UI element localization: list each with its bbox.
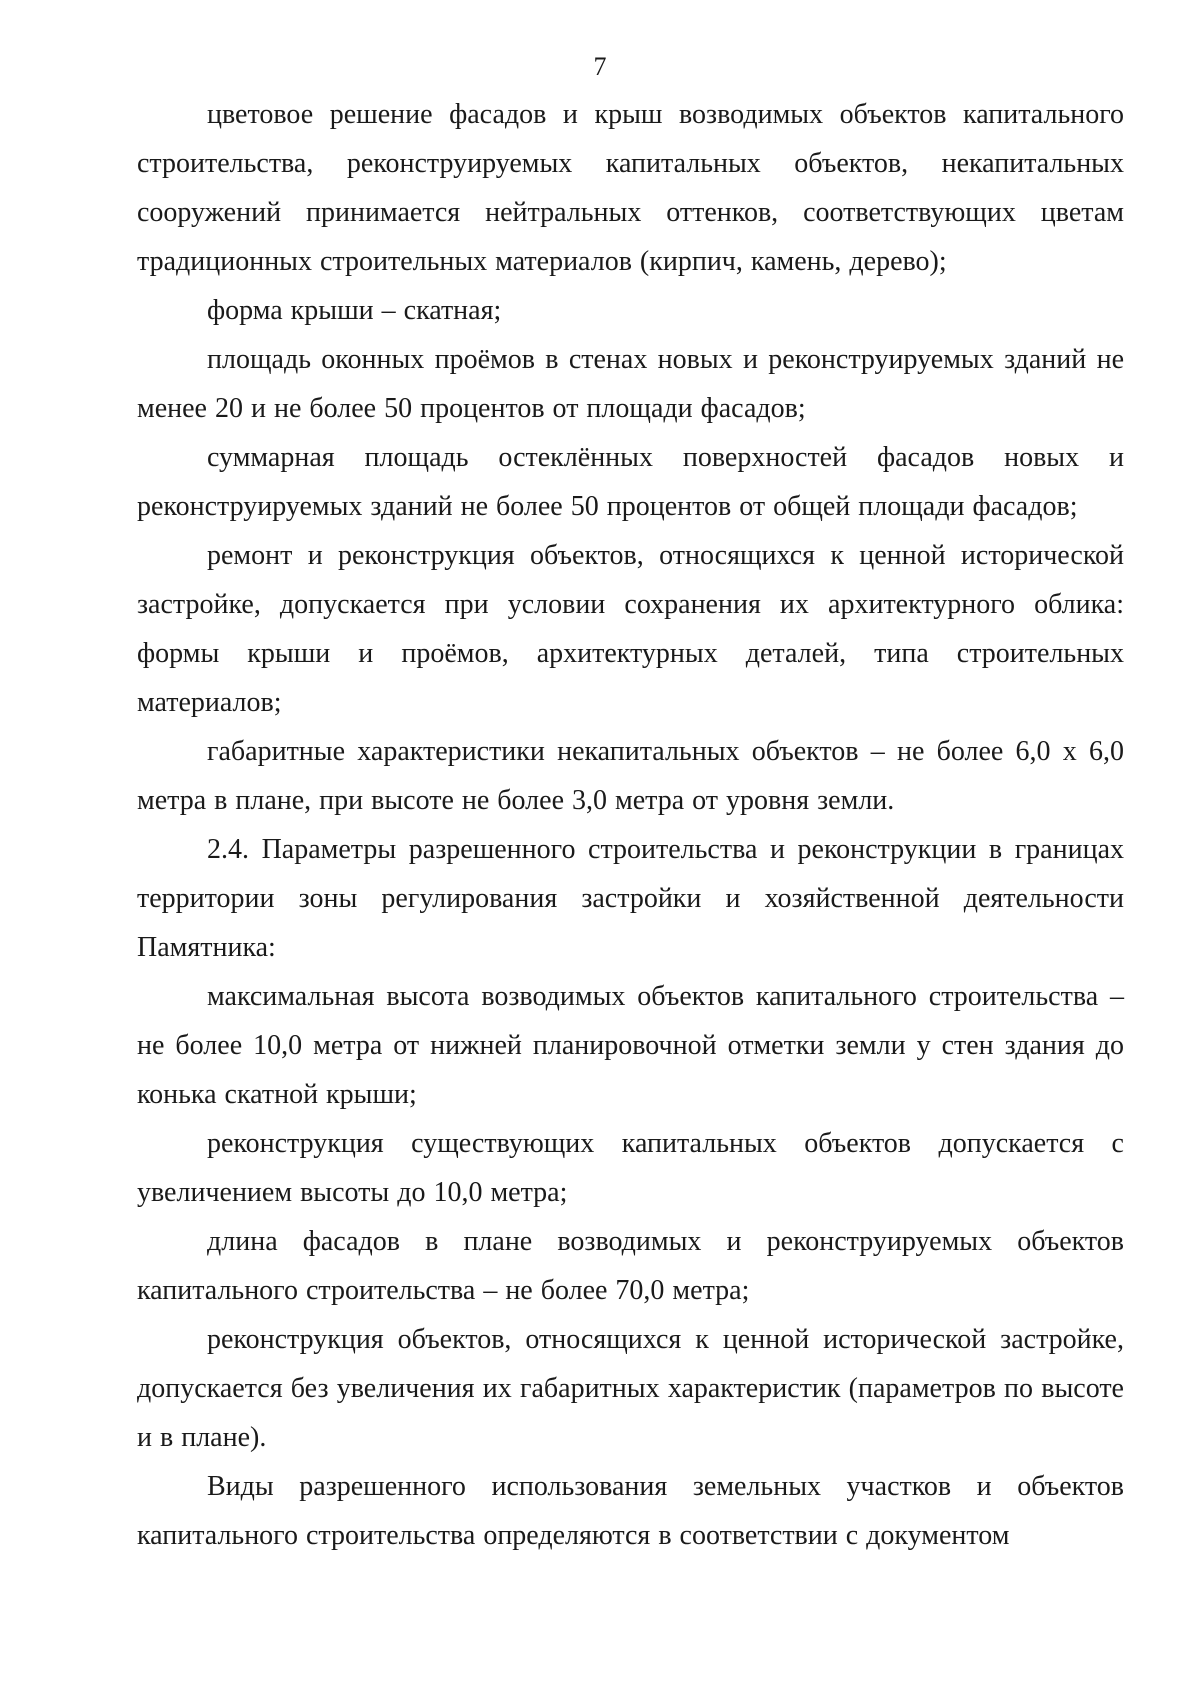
paragraph-glazing-area: суммарная площадь остеклённых поверхностей фасадов новых и реконструируемых зданий не более 50 процентов от общей площади фасадов; [137,442,1124,522]
paragraph-historic-repair: ремонт и реконструкция объектов, относящихся к ценной исторической застройке, допускается при условии сохранения их архитектурного облика: формы крыши и проёмов, архитектурных деталей, типа строительных материалов; [137,540,1124,718]
paragraph-section-2-4: 2.4. Параметры разрешенного строительства и реконструкции в границах территории зоны регулирования застройки и хозяйственной деятельности Памятника: [137,834,1124,963]
paragraph-roof-shape: форма крыши – скатная; [207,295,502,326]
paragraph-non-capital-dimensions: габаритные характеристики некапитальных объектов – не более 6,0 х 6,0 метра в плане, при высоте не более 3,0 метра от уровня земли. [137,736,1124,816]
paragraph-permitted-use: Виды разрешенного использования земельных участков и объектов капитального строительства определяются в соответствии с документом [137,1471,1124,1551]
paragraph-max-height: максимальная высота возводимых объектов капитального строительства – не более 10,0 метра от нижней планировочной отметки земли у стен здания до конька скатной крыши; [137,981,1124,1110]
paragraph-historic-reconstruction: реконструкция объектов, относящихся к ценной исторической застройке, допускается без увеличения их габаритных характеристик (параметров по высоте и в плане). [137,1324,1124,1453]
paragraph-facade-length: длина фасадов в плане возводимых и реконструируемых объектов капитального строительства – не более 70,0 метра; [137,1226,1124,1306]
paragraph-reconstruction-height: реконструкция существующих капитальных объектов допускается с увеличением высоты до 10,0 метра; [137,1128,1124,1208]
page-number: 7 [593,52,607,81]
paragraph-window-area: площадь оконных проёмов в стенах новых и реконструируемых зданий не менее 20 и не более 50 процентов от площади фасадов; [137,344,1124,424]
document-body [137,90,1124,1560]
paragraph-facade-color: цветовое решение фасадов и крыш возводимых объектов капитального строительства, реконструируемых капитальных объектов, некапитальных сооружений принимается нейтральных оттенков, соответствующих цветам традиционных строительных материалов (кирпич, камень, дерево); [137,99,1124,277]
